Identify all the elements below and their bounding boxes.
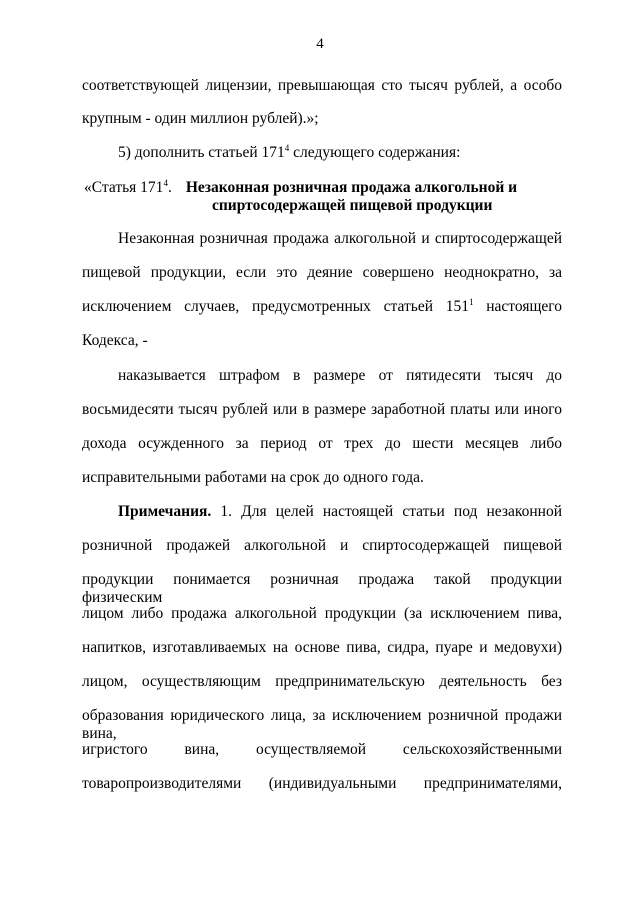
amendment-text: следующего содержания: — [289, 144, 461, 161]
paragraph-line: образования юридического лица, за исключением розничной продажи вина, — [82, 707, 562, 742]
paragraph-line: лицом либо продажа алкогольной продукции (за исключением пива, — [82, 605, 562, 622]
paragraph-line: товаропроизводителями (индивидуальными предпринимателями, — [82, 775, 562, 792]
paragraph-line: наказывается штрафом в размере от пятидесяти тысяч до — [118, 367, 562, 384]
paragraph-line: игристого вина, осуществляемой сельскохозяйственными — [82, 741, 562, 758]
superscript: 4 — [284, 143, 290, 153]
article-number: «Статья $171^4$. — [84, 178, 172, 196]
paragraph-line: продукции понимается розничная продажа такой продукции физическим — [82, 571, 562, 606]
amendment-item — [118, 144, 598, 162]
paragraph-line: дохода осужденного за период от трех до шести месяцев либо — [82, 435, 562, 452]
article-heading-line — [84, 179, 564, 197]
amendment-text: 5) дополнить статьей 171 — [118, 144, 285, 161]
paragraph-line: Незаконная розничная продажа алкогольной и спиртосодержащей — [118, 230, 562, 247]
paragraph-line: розничной продажей алкогольной и спиртосодержащей пищевой — [82, 537, 562, 554]
notes-label: Примечания. — [118, 503, 212, 520]
paragraph-line: соответствующей лицензии, превышающая сто тысяч рублей, а особо — [82, 77, 562, 94]
paragraph-line: Кодекса, - — [82, 332, 148, 349]
page-number: 4 — [316, 36, 324, 52]
notes-line: Примечания. 1. Для целей настоящей статьи под незаконной — [118, 503, 562, 520]
paragraph-line: крупным - один миллион рублей).»; — [82, 110, 319, 127]
paragraph-line: восьмидесяти тысяч рублей или в размере заработной платы или иного — [82, 401, 562, 418]
article-title: Незаконная розничная продажа алкогольной и — [185, 179, 518, 196]
paragraph-line: исключением случаев, предусмотренных статьей $151^1$ настоящего — [82, 297, 562, 315]
paragraph-line: пищевой продукции, если это деяние совершено неоднократно, за — [82, 264, 562, 281]
paragraph-line: исправительными работами на срок до одного года. — [82, 469, 424, 486]
article-title: спиртосодержащей пищевой продукции — [212, 197, 493, 214]
paragraph-line: лицом, осуществляющим предпринимательскую деятельность без — [82, 673, 562, 690]
paragraph-line: напитков, изготавливаемых на основе пива, сидра, пуаре и медовухи) — [82, 639, 562, 656]
